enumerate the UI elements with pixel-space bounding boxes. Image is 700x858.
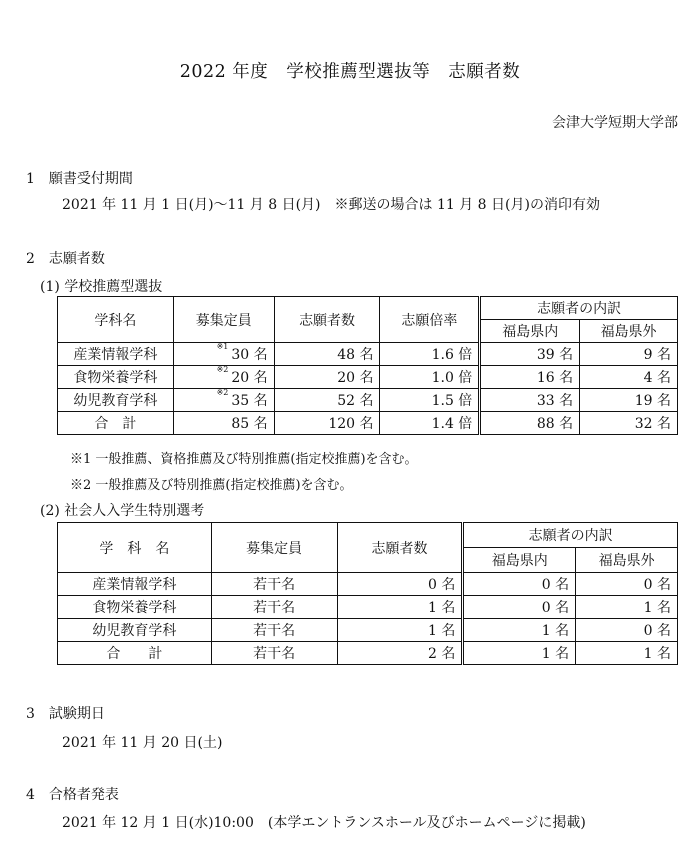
header-dept: 学科名 [58, 297, 174, 343]
table-row [58, 619, 678, 642]
applicants-cell: 20 名 [274, 366, 380, 389]
quota-cell: $^{※2}$20 名 [173, 366, 274, 389]
section1-heading: 1 願書受付期間 [26, 171, 133, 187]
table-row [58, 573, 678, 596]
working-adult-table [57, 522, 678, 665]
applicants-cell: 52 名 [274, 389, 380, 412]
inside-cell: 33 名 [480, 389, 580, 412]
quota-cell: $^{※1}$30 名 [173, 343, 274, 366]
applicants-cell: 2 名 [337, 642, 463, 665]
outside-cell: 1 名 [576, 596, 678, 619]
dept-cell: 幼児教育学科 [58, 619, 212, 642]
sub1-heading: (1) 学校推薦型選抜 [40, 279, 163, 295]
ratio-cell: 1.6 倍 [380, 343, 480, 366]
outside-cell: 1 名 [576, 642, 678, 665]
section3-text: 2021 年 11 月 20 日(土) [62, 735, 223, 751]
quota-cell: 若干名 [211, 573, 337, 596]
quota-cell: 若干名 [211, 596, 337, 619]
section4-text: 2021 年 12 月 1 日(水)10:00 (本学エントランスホール及びホームページに掲載) [62, 815, 586, 831]
inside-cell: 1 名 [463, 642, 576, 665]
dept-cell: 食物栄養学科 [58, 596, 212, 619]
ratio-cell: 1.0 倍 [380, 366, 480, 389]
dept-cell: 産業情報学科 [58, 573, 212, 596]
table-row [58, 596, 678, 619]
footnote-mark: ※1 [216, 342, 229, 351]
quota-cell: 85 名 [173, 412, 274, 435]
inside-cell: 1 名 [463, 619, 576, 642]
page-title: 2022 年度 学校推薦型選抜等 志願者数 [179, 62, 521, 82]
outside-cell: 0 名 [576, 573, 678, 596]
table-row-total [58, 412, 678, 435]
outside-cell: 4 名 [580, 366, 678, 389]
footnote-1: ※1 一般推薦、資格推薦及び特別推薦(指定校推薦)を含む。 [70, 452, 418, 467]
organization-name: 会津大学短期大学部 [552, 115, 678, 131]
header-quota: 募集定員 [211, 523, 337, 573]
inside-cell: 0 名 [463, 573, 576, 596]
sub2-heading: (2) 社会人入学生特別選考 [40, 503, 205, 519]
quota-cell: $^{※2}$35 名 [173, 389, 274, 412]
header-breakdown: 志願者の内訳 [480, 297, 678, 320]
header-dept: 学 科 名 [58, 523, 212, 573]
applicants-cell: 48 名 [274, 343, 380, 366]
section4-heading: 4 合格者発表 [26, 787, 119, 803]
inside-cell: 0 名 [463, 596, 576, 619]
outside-cell: 0 名 [576, 619, 678, 642]
section3-heading: 3 試験期日 [26, 706, 105, 722]
header-applicants: 志願者数 [274, 297, 380, 343]
header-breakdown: 志願者の内訳 [463, 523, 678, 548]
outside-cell: 32 名 [580, 412, 678, 435]
applicants-cell: 1 名 [337, 596, 463, 619]
ratio-cell: 1.5 倍 [380, 389, 480, 412]
dept-cell: 合 計 [58, 642, 212, 665]
dept-cell: 産業情報学科 [58, 343, 174, 366]
footnote-mark: ※2 [216, 388, 229, 397]
quota-cell: 若干名 [211, 619, 337, 642]
header-inside: 福島県内 [480, 320, 580, 343]
header-outside: 福島県外 [576, 548, 678, 573]
table-row [58, 366, 678, 389]
table-row [58, 389, 678, 412]
outside-cell: 9 名 [580, 343, 678, 366]
header-ratio: 志願倍率 [380, 297, 480, 343]
ratio-cell: 1.4 倍 [380, 412, 480, 435]
table-row [58, 343, 678, 366]
dept-cell: 食物栄養学科 [58, 366, 174, 389]
applicants-cell: 1 名 [337, 619, 463, 642]
table-row-total [58, 642, 678, 665]
dept-cell: 合 計 [58, 412, 174, 435]
section1-text: 2021 年 11 月 1 日(月)～11 月 8 日(月) ※郵送の場合は 11 月 8 日(月)の消印有効 [62, 197, 600, 213]
header-applicants: 志願者数 [337, 523, 463, 573]
footnote-2: ※2 一般推薦及び特別推薦(指定校推薦)を含む。 [70, 478, 353, 493]
applicants-cell: 0 名 [337, 573, 463, 596]
header-outside: 福島県外 [580, 320, 678, 343]
dept-cell: 幼児教育学科 [58, 389, 174, 412]
applicants-cell: 120 名 [274, 412, 380, 435]
quota-cell: 若干名 [211, 642, 337, 665]
recommendation-table [57, 296, 678, 435]
section2-heading: 2 志願者数 [26, 251, 105, 267]
inside-cell: 88 名 [480, 412, 580, 435]
header-inside: 福島県内 [463, 548, 576, 573]
footnote-mark: ※2 [216, 365, 229, 374]
header-quota: 募集定員 [173, 297, 274, 343]
inside-cell: 39 名 [480, 343, 580, 366]
inside-cell: 16 名 [480, 366, 580, 389]
outside-cell: 19 名 [580, 389, 678, 412]
